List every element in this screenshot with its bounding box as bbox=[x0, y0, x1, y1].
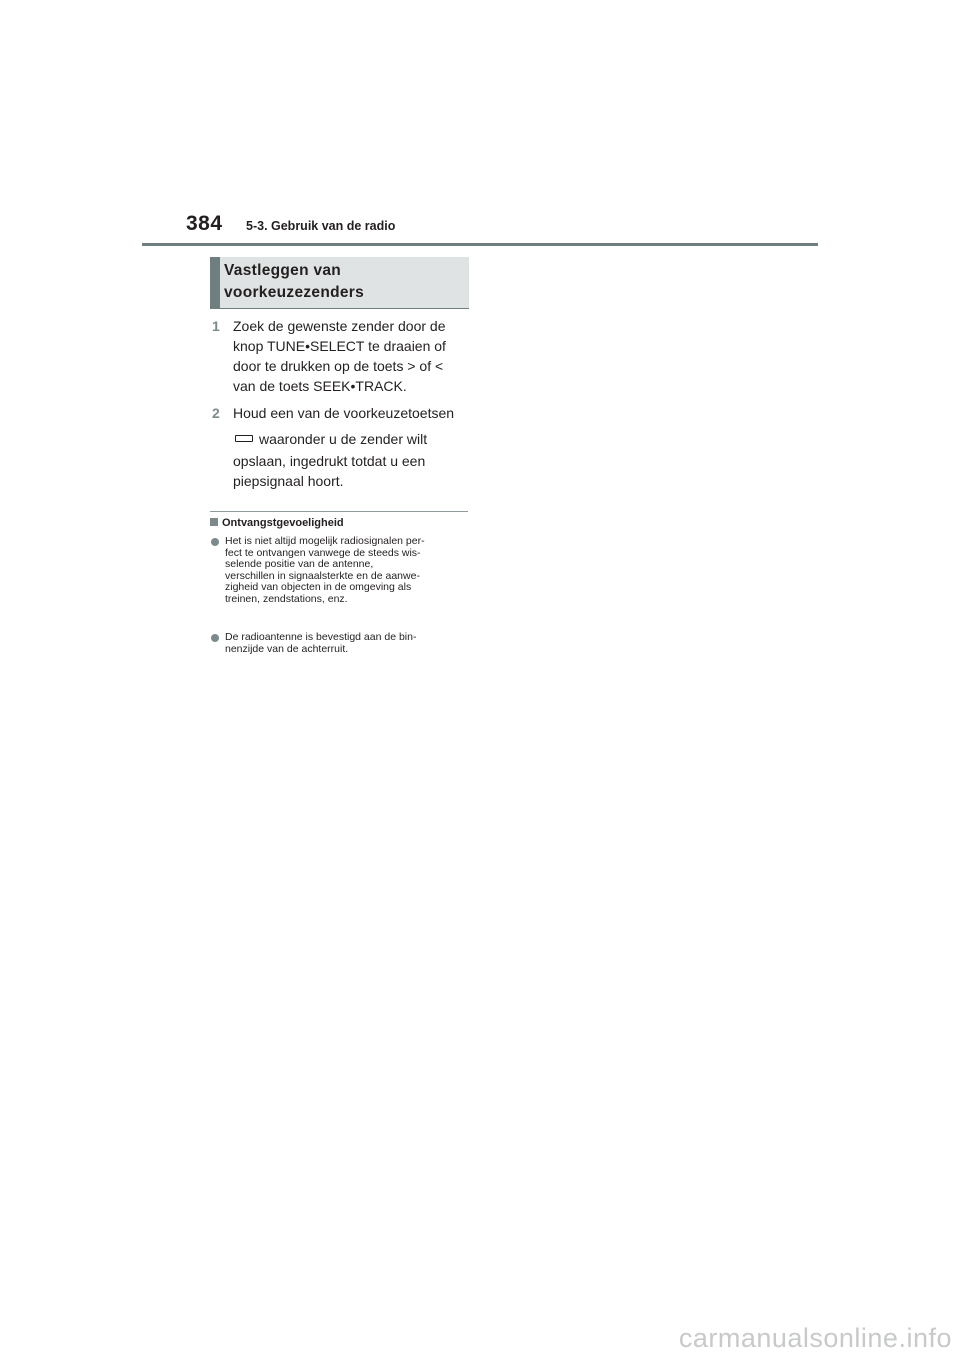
heading-line-2: voorkeuzezenders bbox=[224, 284, 365, 301]
note-item-text bbox=[225, 632, 467, 655]
step-number: 1 bbox=[212, 318, 220, 334]
section-title: 5-3. Gebruik van de radio bbox=[246, 219, 396, 233]
preset-button-icon bbox=[235, 435, 253, 442]
square-bullet-icon bbox=[210, 518, 218, 526]
note-line: selende positie van de antenne, bbox=[225, 558, 374, 570]
note-item-text bbox=[225, 536, 467, 605]
note-divider bbox=[210, 511, 468, 512]
note-line: zigheid van objecten in de omgeving als bbox=[225, 581, 412, 593]
note-line: fect te ontvangen vanwege de steeds wis- bbox=[225, 546, 421, 559]
note-line: treinen, zendstations, enz. bbox=[225, 592, 348, 605]
step-body bbox=[233, 316, 473, 396]
step-line: van de toets SEEK•TRACK. bbox=[233, 378, 407, 394]
header-rule bbox=[142, 243, 818, 246]
note-title bbox=[210, 516, 344, 530]
step-line: Houd een van de voorkeuzetoetsen bbox=[233, 405, 455, 421]
round-bullet-icon bbox=[211, 538, 219, 546]
note-line: verschillen in signaalsterkte en de aanwe- bbox=[225, 569, 420, 582]
watermark: carmanualsonline.info bbox=[678, 1323, 952, 1353]
step-number: 2 bbox=[212, 405, 220, 421]
step-line: door te drukken op de toets > of < bbox=[233, 358, 444, 374]
note-title-text: Ontvangstgevoeligheid bbox=[222, 517, 344, 529]
step-line-with-icon bbox=[233, 429, 473, 449]
heading-box bbox=[210, 257, 469, 309]
heading-line-1: Vastleggen van bbox=[224, 262, 342, 279]
step-line: opslaan, ingedrukt totdat u een bbox=[233, 453, 426, 469]
note-line: Het is niet altijd mogelijk radiosignalen per- bbox=[225, 535, 425, 547]
step-line: waaronder u de zender wilt bbox=[259, 431, 428, 447]
round-bullet-icon bbox=[211, 634, 219, 642]
heading-title bbox=[224, 260, 464, 304]
step-line: knop TUNE•SELECT te draaien of bbox=[233, 338, 446, 354]
step-line: Zoek de gewenste zender door de bbox=[233, 318, 446, 334]
page-number: 384 bbox=[186, 212, 223, 235]
step-line: piepsignaal hoort. bbox=[233, 473, 344, 489]
note-line: De radioantenne is bevestigd aan de bin- bbox=[225, 631, 417, 643]
note-line: nenzijde van de achterruit. bbox=[225, 642, 349, 655]
step-body bbox=[233, 403, 473, 491]
